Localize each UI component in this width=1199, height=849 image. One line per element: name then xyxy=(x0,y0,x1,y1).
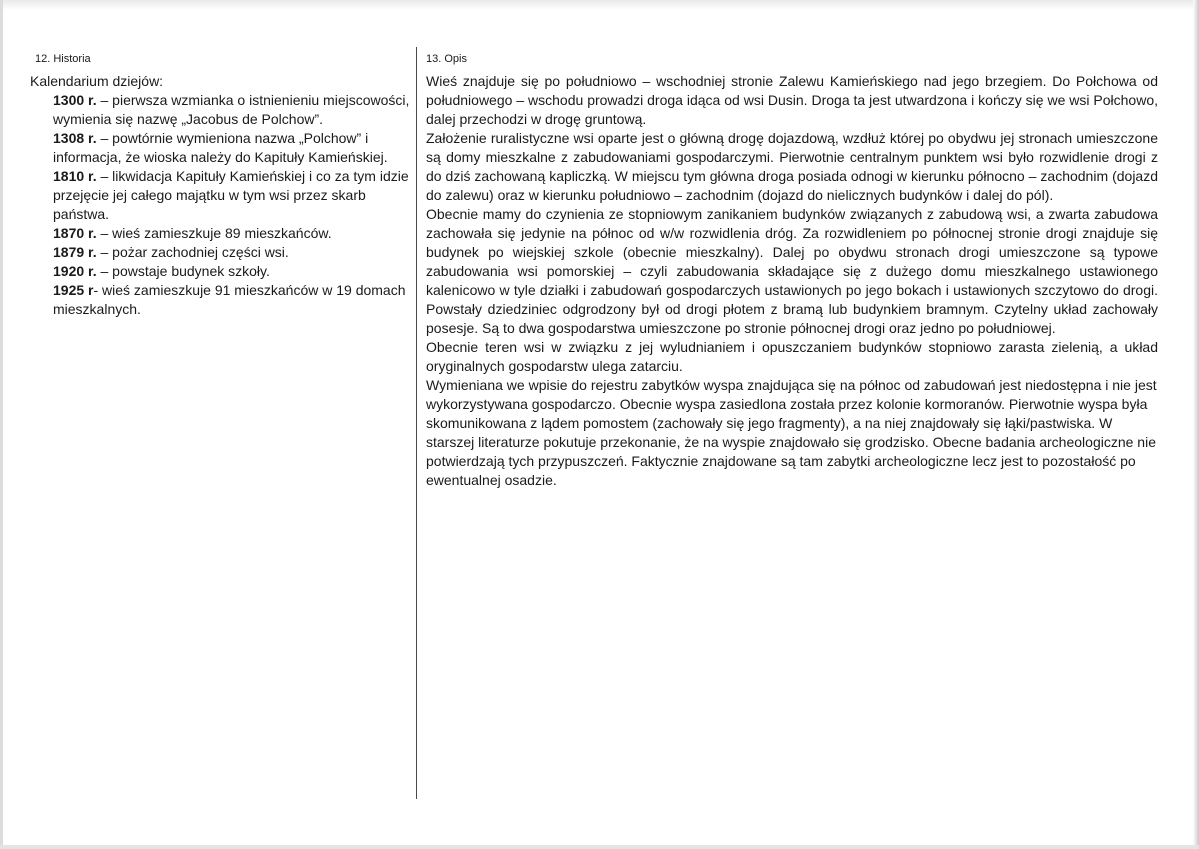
column-divider xyxy=(416,47,417,799)
event-year: 1920 r. xyxy=(53,263,97,279)
scan-edge-bottom xyxy=(0,845,1199,849)
history-event xyxy=(53,167,410,224)
history-event xyxy=(53,281,410,319)
description-paragraph: Wymieniana we wpisie do rejestru zabytków wyspa znajdująca się na północ od zabudowań jest niedostępna i nie jest wykorzystywana gospodarczo. Obecnie wyspa zasiedlona została przez kolonie kormoranów. Pierwotnie wyspa była skomunikowana z lądem pomostem (zachowały się jego fragmenty), a na niej znajdowały się łąki/pastwiska. W starszej literaturze pokutuje przekonanie, że na wyspie znajdowało się grodzisko. Obecne badania archeologiczne nie potwierdzają tych przypuszczeń. Faktycznie znajdowane są tam zabytki archeologiczne lecz jest to pozostałość po ewentualnej osadzie. xyxy=(426,377,1157,488)
description-paragraph: Założenie ruralistyczne wsi oparte jest o główną drogę dojazdową, wzdłuż której po obydwu jej stronach umieszczone są domy mieszkalne z zabudowaniami gospodarczymi. Pierwotnie centralnym punktem wsi było rozwidlenie drogi z do dziś zachowaną kapliczką. W miejscu tym główna droga posiada odnogi w kierunku północno – zachodnim (dojazd do zalewu) oraz w kierunku południowo – zachodnim (dojazd do nielicznych budynków i dalej do pól). xyxy=(426,130,1158,203)
calendar-heading: Kalendarium dziejów: xyxy=(30,73,164,89)
scan-edge-right xyxy=(1193,0,1199,849)
history-event xyxy=(53,224,410,243)
history-event xyxy=(53,262,410,281)
event-text: – powtórnie wymieniona nazwa „Polchow” i informacja, że wioska należy do Kapituły Kamieńskiej. xyxy=(53,130,388,165)
history-event-list xyxy=(30,91,410,319)
description-body xyxy=(426,72,1158,490)
description-paragraph: Obecnie mamy do czynienia ze stopniowym zanikaniem budynków związanych z zabudową wsi, a zwarta zabudowa zachowała się jedynie na północ od w/w rozwidlenia dróg. Za rozwidleniem po północnej stronie drogi znajduje się budynek po wiejskiej szkole (obecnie mieszkalny). Dalej po obydwu stronach drogi umieszczone są typowe zabudowania wsi pomorskiej – czyli zabudowania składające się z dużego domu mieszkalnego ustawionego kalenicowo w tyle działki i zabudowań gospodarczych ustawionych po jego bokach i ustawionych szczytowo do drogi. Powstały dziedziniec odgrodzony był od drogi płotem z bramą lub budynkiem bramnym. Czytelny układ zachowały posesje. Są to dwa gospodarstwa umieszczone po stronie północnej drogi oraz jedno po południowej. xyxy=(426,206,1158,336)
event-text: – likwidacja Kapituły Kamieńskiej i co za tym idzie przejęcie jej całego majątku w tym wsi przez skarb państwa. xyxy=(53,168,409,222)
description-section xyxy=(426,52,1158,490)
description-paragraph: Wieś znajduje się po południowo – wschodniej stronie Zalewu Kamieńskiego nad jego brzegiem. Do Połchowa od południowego – wschodu prowadzi droga idąca od wsi Dusin. Droga ta jest utwardzona i kończy się we wsi Połchowo, dalej przechodzi w drogę gruntową. xyxy=(426,73,1158,127)
event-year: 1308 r. xyxy=(53,130,97,146)
event-year: 1810 r. xyxy=(53,168,97,184)
description-section-label: 13. Opis xyxy=(426,53,467,65)
event-year: 1925 r xyxy=(53,282,94,298)
event-year: 1870 r. xyxy=(53,225,97,241)
event-text: – pożar zachodniej części wsi. xyxy=(96,244,289,260)
history-event xyxy=(53,129,410,167)
event-text: – wieś zamieszkuje 89 mieszkańców. xyxy=(96,225,332,241)
event-year: 1879 r. xyxy=(53,244,97,260)
description-paragraph: Obecnie teren wsi w związku z jej wyludnianiem i opuszczaniem budynków stopniowo zarasta zielenią, a układ oryginalnych gospodarstw ulega zatarciu. xyxy=(426,339,1158,374)
history-section xyxy=(30,52,410,319)
event-text: – pierwsza wzmianka o istnienieniu miejscowości, wymienia się nazwę „Jacobus de Polchow”. xyxy=(53,92,410,127)
scan-edge-top xyxy=(0,0,1199,10)
event-text: - wieś zamieszkuje 91 mieszkańców w 19 domach mieszkalnych. xyxy=(53,282,406,317)
history-event xyxy=(53,91,410,129)
history-event xyxy=(53,243,410,262)
scan-edge-left xyxy=(0,0,3,849)
history-section-label: 12. Historia xyxy=(35,53,91,65)
event-text: – powstaje budynek szkoły. xyxy=(96,263,270,279)
event-year: 1300 r. xyxy=(53,92,97,108)
